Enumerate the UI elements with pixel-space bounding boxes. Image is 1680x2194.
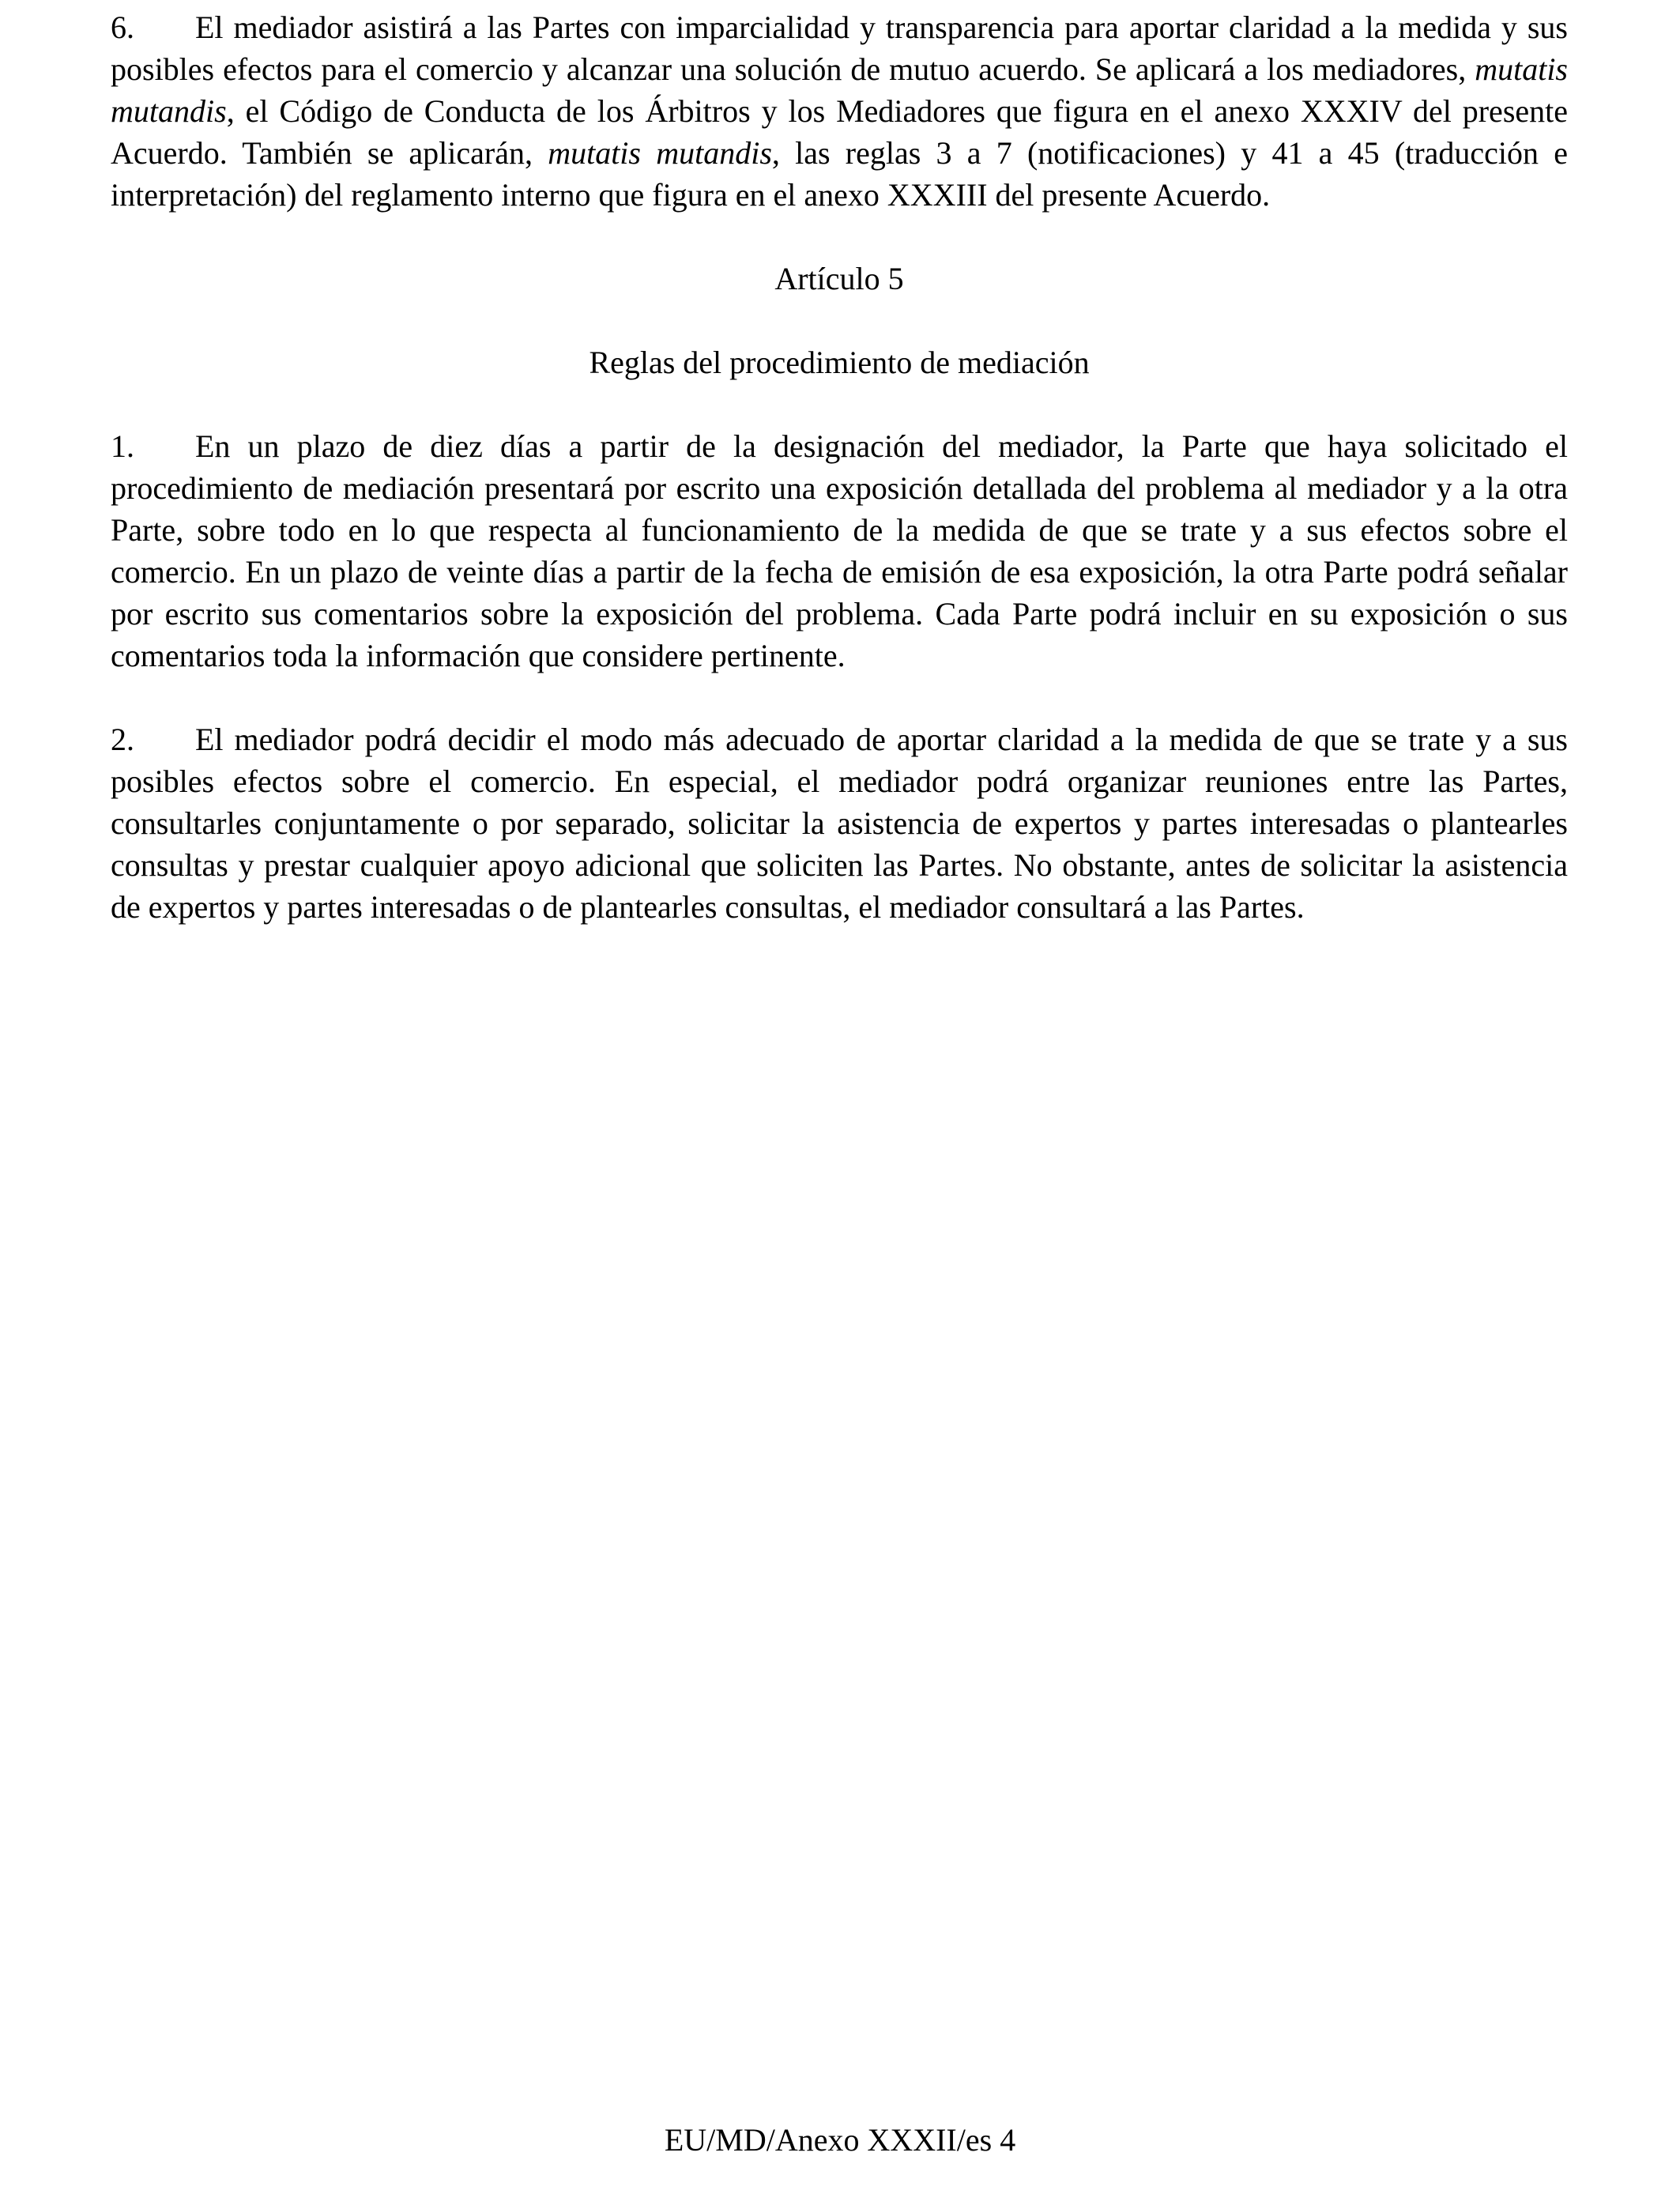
paragraph-text-segment: , las reglas 3 a 7 (notificaciones) y 41 a 45 (traducción e interpretación) del reglamento interno que figura en el anexo XXXIII del presente Acuerdo.: [111, 135, 1569, 213]
paragraph-text-segment: El mediador asistirá a las Partes con imparcialidad y transparencia para aportar claridad a la medida y sus posibles efectos para el comercio y alcanzar una solución de mutuo acuerdo. Se aplicará a los mediadores,: [111, 9, 1568, 87]
paragraph-2: [111, 718, 1568, 928]
paragraph-text-segment-italic: mutatis mutandis: [111, 51, 1568, 129]
paragraph-text: En un plazo de diez días a partir de la designación del mediador, la Parte que haya solicitado el procedimiento de mediación presentará por escrito una exposición detallada del problema al mediador y a la otra Parte, sobre todo en lo que respecta al funcionamiento de la medida de que se trate y a sus efectos sobre el comercio. En un plazo de veinte días a partir de la fecha de emisión de esa exposición, la otra Parte podrá señalar por escrito sus comentarios sobre la exposición del problema. Cada Parte podrá incluir en su exposición o sus comentarios toda la información que considere pertinente.: [111, 428, 1568, 673]
paragraph-6: [111, 6, 1568, 216]
paragraph-text-segment: , el Código de Conducta de los Árbitros y los Mediadores que figura en el anexo XXXIV del presente Acuerdo. También se aplicarán,: [111, 93, 1568, 171]
paragraph-number: 1.: [111, 428, 134, 464]
article-subheading: Reglas del procedimiento de mediación: [589, 345, 1090, 380]
paragraph-1: [111, 425, 1568, 677]
paragraph-text: El mediador podrá decidir el modo más adecuado de aportar claridad a la medida de que se trate y a sus posibles efectos sobre el comercio. En especial, el mediador podrá organizar reuniones entre las Partes, consultarles conjuntamente o por separado, solicitar la asistencia de expertos y partes interesadas o plantearles consultas y prestar cualquier apoyo adicional que soliciten las Partes. No obstante, antes de solicitar la asistencia de expertos y partes interesadas o de plantearles consultas, el mediador consultará a las Partes.: [111, 722, 1568, 925]
paragraph-text-segment-italic: mutatis mutandis: [548, 135, 772, 171]
article-heading: Artículo 5: [774, 261, 904, 296]
paragraph-number: 2.: [111, 722, 134, 757]
paragraph-number: 6.: [111, 9, 134, 45]
page-footer: EU/MD/Anexo XXXII/es 4: [664, 2122, 1016, 2158]
